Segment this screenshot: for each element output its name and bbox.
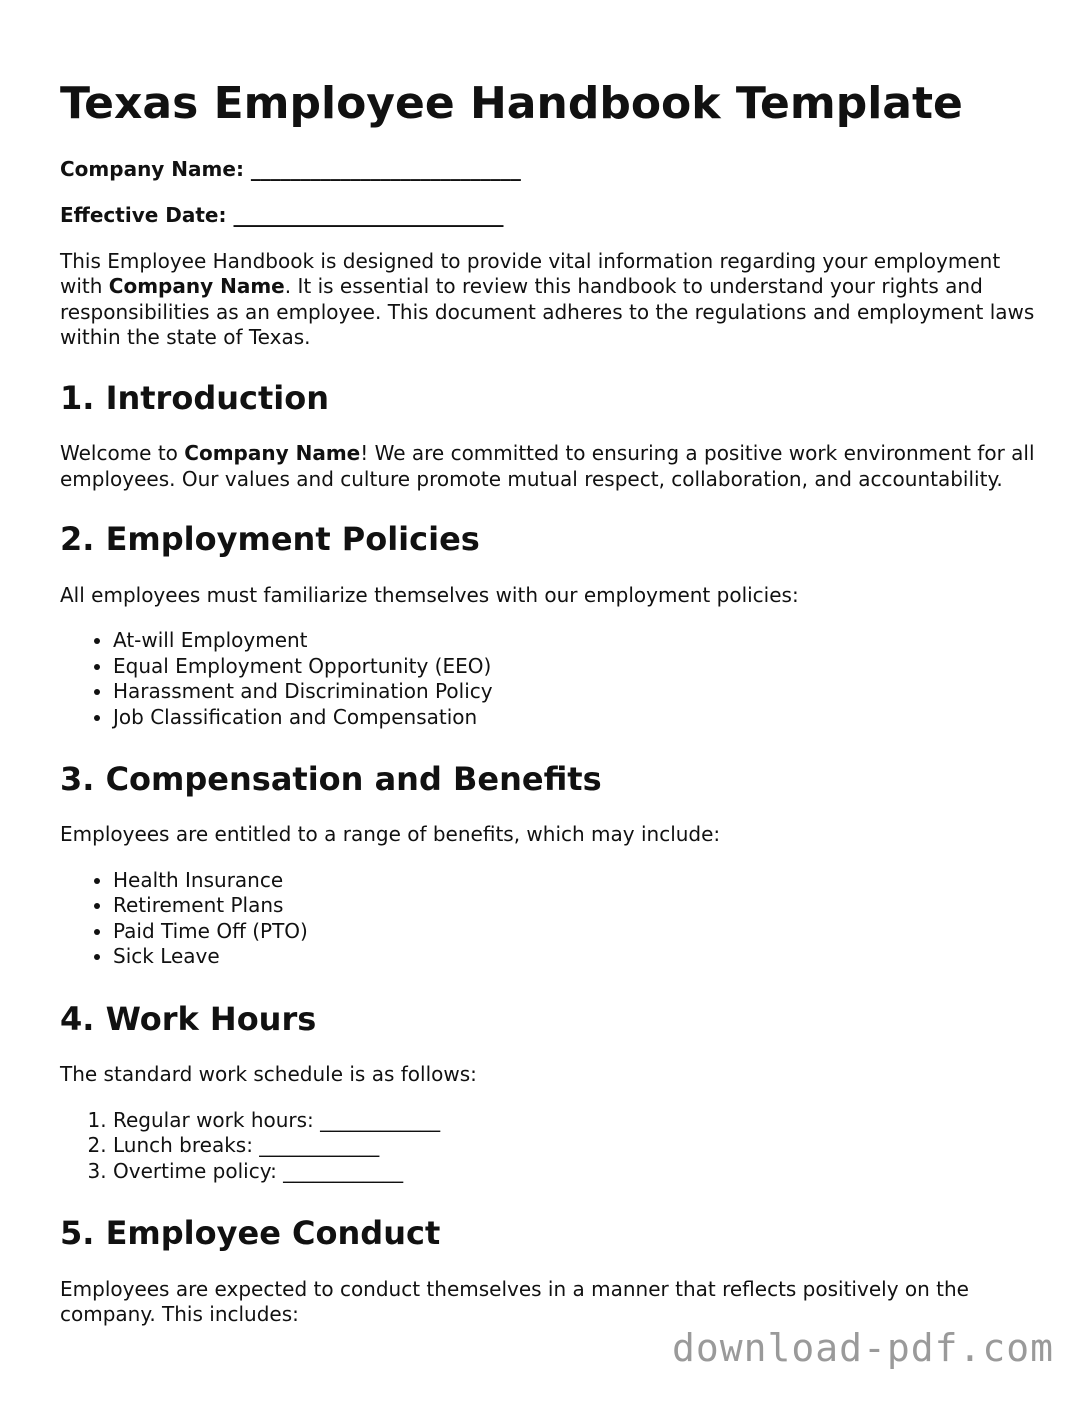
company-name-label: Company Name: <box>60 156 244 181</box>
section-heading-introduction: 1. Introduction <box>60 378 329 417</box>
page-title: Texas Employee Handbook Template <box>60 78 963 129</box>
list-item: • Sick Leave <box>113 944 1040 970</box>
list-item: 1. Regular work hours: ____________ <box>113 1108 1040 1134</box>
introduction-paragraph <box>60 441 1040 492</box>
company-name-field <box>60 157 1040 181</box>
intro-paragraph <box>60 249 1040 351</box>
section-heading-employment-policies: 2. Employment Policies <box>60 520 480 559</box>
employment-policies-paragraph: All employees must familiarize themselves with our employment policies: <box>60 582 799 607</box>
list-item: • Paid Time Off (PTO) <box>113 919 1040 945</box>
work-hours-list <box>60 1108 1040 1185</box>
intro-text-2: . It is essential to review this handbook to understand your rights and responsibilities as an employee. This document adheres to the regulations and employment laws within the state of Texas. <box>60 274 1035 350</box>
section-heading-employee-conduct: 5. Employee Conduct <box>60 1214 441 1253</box>
section-heading-compensation-benefits: 3. Compensation and Benefits <box>60 760 602 799</box>
list-item: • Job Classification and Compensation <box>113 705 1040 731</box>
list-item: • At-will Employment <box>113 628 1040 654</box>
list-item: • Harassment and Discrimination Policy <box>113 679 1040 705</box>
list-item: 3. Overtime policy: ____________ <box>113 1159 1040 1185</box>
effective-date-field <box>60 203 1040 227</box>
list-item: • Retirement Plans <box>113 893 1040 919</box>
list-item: • Health Insurance <box>113 868 1040 894</box>
employment-policies-list <box>60 628 1040 730</box>
employee-conduct-paragraph: Employees are expected to conduct themselves in a manner that reflects positively on the company. This includes: <box>60 1276 969 1327</box>
introduction-company-name: Company Name <box>184 441 361 466</box>
watermark: download-pdf.com <box>671 1326 1054 1370</box>
list-item: 2. Lunch breaks: ____________ <box>113 1133 1040 1159</box>
company-name-blank: ___________________________ <box>250 156 521 181</box>
compensation-benefits-paragraph: Employees are entitled to a range of benefits, which may include: <box>60 822 721 847</box>
document-page <box>60 70 1040 1356</box>
section-heading-work-hours: 4. Work Hours <box>60 999 317 1038</box>
intro-text-1: This Employee Handbook is designed to provide vital information regarding your employment with <box>60 248 1001 299</box>
introduction-text-1: Welcome to <box>60 441 185 466</box>
work-hours-paragraph: The standard work schedule is as follows: <box>60 1062 477 1087</box>
introduction-text-2: ! We are committed to ensuring a positive work environment for all employees. Our values and culture promote mutual respect, collaboration, and accountability. <box>60 441 1035 491</box>
benefits-list <box>60 868 1040 970</box>
list-item: • Equal Employment Opportunity (EEO) <box>113 654 1040 680</box>
effective-date-label: Effective Date: <box>60 202 227 227</box>
effective-date-blank: ___________________________ <box>233 202 504 227</box>
intro-company-name: Company Name <box>108 274 285 299</box>
